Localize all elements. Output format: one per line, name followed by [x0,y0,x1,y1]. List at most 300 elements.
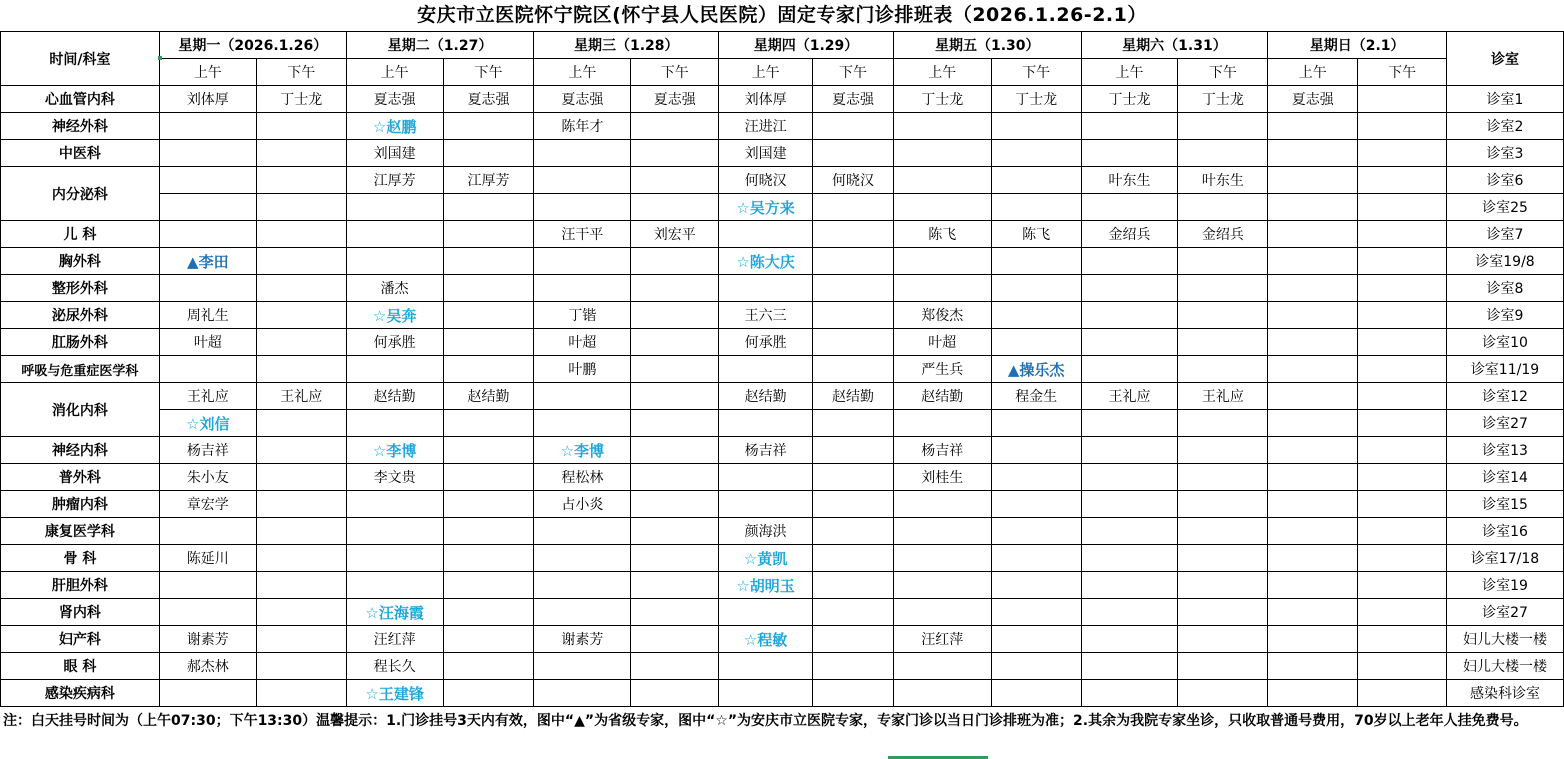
schedule-cell [534,221,631,248]
schedule-cell [1178,491,1268,518]
schedule-cell [159,356,256,383]
schedule-cell [1358,680,1447,707]
doctor-name: 金绍兵 [1201,227,1244,243]
doctor-name: 郝杰林 [186,659,229,675]
doctor-name: 叶东生 [1108,173,1151,189]
room-label: 感染科诊室 [1447,680,1564,707]
schedule-cell [256,248,346,275]
schedule-cell [1358,275,1447,302]
schedule-cell [1178,275,1268,302]
doctor-name: 夏志强 [1291,92,1334,108]
schedule-cell [1178,248,1268,275]
schedule-cell [1358,464,1447,491]
table-row [1,86,1564,113]
doctor-name: ☆胡明玉 [736,576,795,595]
schedule-cell [1081,572,1178,599]
room-label: 诊室1 [1447,86,1564,113]
doctor-name: 丁士龙 [1108,92,1151,108]
schedule-cell [1178,329,1268,356]
schedule-cell [1178,599,1268,626]
doctor-name: 杨吉祥 [744,443,787,459]
table-row [1,572,1564,599]
dept-label: 康复医学科 [1,518,160,545]
schedule-cell [1358,302,1447,329]
schedule-cell [991,437,1081,464]
schedule-cell [991,545,1081,572]
dept-label: 整形外科 [1,275,160,302]
schedule-cell [534,248,631,275]
schedule-cell [256,545,346,572]
schedule-cell [813,194,894,221]
room-label: 诊室17/18 [1447,545,1564,572]
schedule-cell [813,329,894,356]
footnote: 注：白天挂号时间为（上午07:30；下午13:30）温馨提示：1.门诊挂号3天内有效，图中“▲”为省级专家，图中“☆”为安庆市立医院专家，专家门诊以当日门诊排班为准；2.其余为我院专家坐诊，只收取普通号费用，70岁以上老年人挂免费号。 [3,713,1528,729]
schedule-cell [443,140,534,167]
dept-label: 内分泌科 [1,167,160,221]
schedule-cell [534,437,631,464]
schedule-cell [443,626,534,653]
schedule-cell [443,437,534,464]
schedule-cell [1178,410,1268,437]
schedule-cell [1358,626,1447,653]
schedule-cell [1081,140,1178,167]
schedule-cell [719,410,813,437]
schedule-cell [534,518,631,545]
schedule-cell [893,194,991,221]
doctor-name: 丁士龙 [1015,92,1058,108]
doctor-name: 夏志强 [467,92,510,108]
schedule-cell [893,599,991,626]
header-pm: 下午 [1178,59,1268,86]
schedule-cell [719,437,813,464]
schedule-cell [1268,599,1358,626]
header-am: 上午 [534,59,631,86]
dept-label: 消化内科 [1,383,160,437]
header-am: 上午 [1081,59,1178,86]
doctor-name: 刘体厚 [186,92,229,108]
schedule-cell [534,275,631,302]
table-row [1,248,1564,275]
header-day: 星期四（1.29） [719,32,894,59]
page-title: 安庆市立医院怀宁院区(怀宁县人民医院）固定专家门诊排班表（2026.1.26-2.1） [417,4,1147,26]
dept-label: 眼 科 [1,653,160,680]
schedule-cell [256,221,346,248]
schedule-cell [893,653,991,680]
schedule-cell [631,248,719,275]
schedule-cell [256,275,346,302]
schedule-cell [631,113,719,140]
schedule-cell [631,437,719,464]
schedule-cell [813,356,894,383]
schedule-cell [346,275,443,302]
schedule-cell [1081,302,1178,329]
schedule-cell [719,464,813,491]
schedule-cell [1358,437,1447,464]
table-row [1,410,1564,437]
schedule-cell [719,302,813,329]
header-pm: 下午 [631,59,719,86]
schedule-cell [631,329,719,356]
schedule-cell [991,86,1081,113]
schedule-cell [346,221,443,248]
room-label: 诊室27 [1447,410,1564,437]
doctor-name: 金绍兵 [1108,227,1151,243]
table-row [1,599,1564,626]
schedule-cell [813,653,894,680]
doctor-name: 江厚芳 [467,173,510,189]
schedule-cell [256,572,346,599]
doctor-name: 程金生 [1015,389,1058,405]
schedule-cell [991,518,1081,545]
schedule-cell [534,167,631,194]
room-label: 诊室9 [1447,302,1564,329]
schedule-cell [346,86,443,113]
schedule-cell [256,653,346,680]
schedule-cell [719,599,813,626]
schedule-cell [1268,491,1358,518]
dept-label: 普外科 [1,464,160,491]
schedule-cell [991,599,1081,626]
doctor-name: ▲李田 [187,252,229,271]
schedule-cell [256,518,346,545]
doctor-name: ☆吴方来 [736,198,795,217]
schedule-cell [631,275,719,302]
dept-label: 神经外科 [1,113,160,140]
doctor-name: 丁士龙 [921,92,964,108]
schedule-cell [443,545,534,572]
schedule-cell [719,113,813,140]
doctor-name: 夏志强 [831,92,874,108]
schedule-cell [1358,410,1447,437]
header-room: 诊室 [1447,32,1564,86]
schedule-cell [1081,113,1178,140]
dept-label: 肛肠外科 [1,329,160,356]
header-am: 上午 [1268,59,1358,86]
schedule-cell [1178,140,1268,167]
schedule-cell [159,329,256,356]
schedule-cell [1268,383,1358,410]
schedule-cell [159,545,256,572]
schedule-cell [159,221,256,248]
schedule-cell [443,410,534,437]
schedule-cell [719,356,813,383]
schedule-cell [1268,113,1358,140]
schedule-cell [1081,356,1178,383]
schedule-cell [1178,194,1268,221]
schedule-cell [991,383,1081,410]
schedule-cell [893,680,991,707]
schedule-cell [1081,383,1178,410]
schedule-cell [631,410,719,437]
doctor-name: 赵结勤 [373,389,416,405]
schedule-cell [893,437,991,464]
schedule-cell [443,248,534,275]
schedule-cell [256,626,346,653]
schedule-cell [443,464,534,491]
schedule-cell [719,86,813,113]
schedule-cell [991,329,1081,356]
table-row [1,464,1564,491]
doctor-name: 王礼应 [1108,389,1151,405]
schedule-cell [893,491,991,518]
schedule-cell [991,140,1081,167]
schedule-cell [534,491,631,518]
schedule-cell [893,356,991,383]
schedule-cell [443,518,534,545]
dept-label: 胸外科 [1,248,160,275]
schedule-cell [159,302,256,329]
table-row [1,194,1564,221]
schedule-cell [631,86,719,113]
schedule-cell [1358,329,1447,356]
schedule-cell [1081,653,1178,680]
schedule-cell [1268,194,1358,221]
room-label: 诊室27 [1447,599,1564,626]
schedule-cell [893,221,991,248]
schedule-cell [813,248,894,275]
schedule-cell [893,329,991,356]
schedule-cell [256,356,346,383]
doctor-name: 汪红萍 [921,632,964,648]
table-row [1,113,1564,140]
doctor-name: 江厚芳 [373,173,416,189]
header-am: 上午 [719,59,813,86]
header-pm: 下午 [256,59,346,86]
schedule-cell [813,86,894,113]
schedule-cell [534,383,631,410]
schedule-cell [1081,518,1178,545]
schedule-cell [1268,680,1358,707]
schedule-cell [346,302,443,329]
header-am: 上午 [159,59,256,86]
doctor-name: 郑俊杰 [921,308,964,324]
schedule-cell [534,464,631,491]
schedule-cell [719,329,813,356]
schedule-cell [534,329,631,356]
schedule-cell [1081,437,1178,464]
doctor-name: 程松林 [561,470,604,486]
table-row [1,302,1564,329]
schedule-cell [1268,275,1358,302]
dept-label: 神经内科 [1,437,160,464]
schedule-cell [159,86,256,113]
schedule-cell [443,599,534,626]
doctor-name: 汪进江 [744,119,787,135]
schedule-cell [893,302,991,329]
doctor-name: 杨吉祥 [186,443,229,459]
schedule-cell [1178,437,1268,464]
schedule-cell [1081,329,1178,356]
header-pm: 下午 [443,59,534,86]
schedule-cell [893,167,991,194]
schedule-cell [346,113,443,140]
schedule-cell [1081,599,1178,626]
schedule-cell [159,167,256,194]
doctor-name: 占小炎 [561,497,604,513]
schedule-cell [719,653,813,680]
schedule-cell [159,518,256,545]
doctor-name: ☆黄凯 [743,549,788,568]
schedule-cell [1268,518,1358,545]
schedule-cell [719,518,813,545]
doctor-name: 叶超 [928,335,957,351]
doctor-name: 刘国建 [373,146,416,162]
schedule-cell [1268,653,1358,680]
schedule-cell [631,464,719,491]
schedule-cell [813,113,894,140]
table-row [1,167,1564,194]
schedule-cell [1178,167,1268,194]
dept-label: 肿瘤内科 [1,491,160,518]
dept-label: 中医科 [1,140,160,167]
dept-label: 儿 科 [1,221,160,248]
room-label: 诊室16 [1447,518,1564,545]
schedule-cell [256,167,346,194]
schedule-cell [443,653,534,680]
doctor-name: 陈延川 [186,551,229,567]
schedule-cell [1178,545,1268,572]
doctor-name: ☆李博 [560,441,605,460]
schedule-cell [256,140,346,167]
schedule-cell [719,626,813,653]
schedule-cell [256,383,346,410]
header-am: 上午 [346,59,443,86]
schedule-cell [159,275,256,302]
schedule-cell [893,140,991,167]
schedule-cell [719,194,813,221]
schedule-cell [346,572,443,599]
schedule-cell [991,194,1081,221]
table-row [1,383,1564,410]
schedule-cell [631,140,719,167]
dept-label: 心血管内科 [1,86,160,113]
schedule-cell [1358,113,1447,140]
schedule-cell [443,680,534,707]
schedule-cell [813,545,894,572]
doctor-name: 朱小友 [186,470,229,486]
dept-label: 感染疾病科 [1,680,160,707]
schedule-cell [443,167,534,194]
doctor-name: 陈飞 [1022,227,1051,243]
doctor-name: 夏志强 [373,92,416,108]
schedule-cell [1358,518,1447,545]
schedule-cell [631,302,719,329]
schedule-cell [256,599,346,626]
schedule-cell [346,680,443,707]
schedule-cell [991,356,1081,383]
schedule-cell [631,680,719,707]
schedule-cell [719,491,813,518]
schedule-cell [1081,464,1178,491]
room-label: 妇儿大楼一楼 [1447,626,1564,653]
schedule-table [0,31,1564,707]
schedule-cell [813,221,894,248]
schedule-cell [534,194,631,221]
schedule-cell [1178,86,1268,113]
schedule-cell [534,302,631,329]
doctor-name: ▲操乐杰 [1007,360,1065,379]
schedule-cell [159,410,256,437]
schedule-cell [346,167,443,194]
schedule-cell [813,437,894,464]
schedule-cell [893,464,991,491]
schedule-cell [1178,572,1268,599]
schedule-cell [813,626,894,653]
schedule-cell [1081,491,1178,518]
schedule-cell [1178,302,1268,329]
schedule-cell [1268,329,1358,356]
schedule-cell [346,653,443,680]
schedule-cell [991,275,1081,302]
schedule-cell [719,167,813,194]
schedule-cell [1358,572,1447,599]
doctor-name: 何承胜 [744,335,787,351]
room-label: 诊室12 [1447,383,1564,410]
schedule-cell [443,194,534,221]
schedule-cell [991,491,1081,518]
doctor-name: 刘桂生 [921,470,964,486]
schedule-cell [631,653,719,680]
schedule-cell [1081,194,1178,221]
schedule-cell [534,626,631,653]
schedule-cell [991,626,1081,653]
header-day: 星期三（1.28） [534,32,719,59]
schedule-cell [1358,653,1447,680]
doctor-name: 赵结勤 [831,389,874,405]
table-row [1,491,1564,518]
schedule-cell [346,356,443,383]
doctor-name: 王礼应 [186,389,229,405]
schedule-cell [631,518,719,545]
schedule-cell [1358,140,1447,167]
doctor-name: 陈飞 [928,227,957,243]
doctor-name: ☆程敏 [743,630,788,649]
schedule-cell [1268,437,1358,464]
schedule-cell [534,545,631,572]
schedule-cell [893,383,991,410]
schedule-cell [719,680,813,707]
schedule-cell [719,383,813,410]
room-label: 诊室7 [1447,221,1564,248]
schedule-cell [719,545,813,572]
table-row [1,653,1564,680]
schedule-cell [443,221,534,248]
schedule-cell [534,113,631,140]
schedule-cell [346,518,443,545]
schedule-cell [893,545,991,572]
schedule-cell [1178,626,1268,653]
schedule-cell [1178,518,1268,545]
doctor-name: 李文贵 [373,470,416,486]
doctor-name: 何承胜 [373,335,416,351]
schedule-cell [991,248,1081,275]
schedule-cell [443,572,534,599]
schedule-cell [159,572,256,599]
schedule-cell [256,194,346,221]
schedule-cell [1081,545,1178,572]
schedule-cell [443,329,534,356]
schedule-cell [813,410,894,437]
schedule-cell [256,86,346,113]
room-label: 诊室19 [1447,572,1564,599]
table-row [1,140,1564,167]
schedule-cell [719,572,813,599]
schedule-cell [1178,113,1268,140]
schedule-cell [443,383,534,410]
schedule-cell [631,626,719,653]
dept-label: 泌尿外科 [1,302,160,329]
schedule-cell [893,86,991,113]
